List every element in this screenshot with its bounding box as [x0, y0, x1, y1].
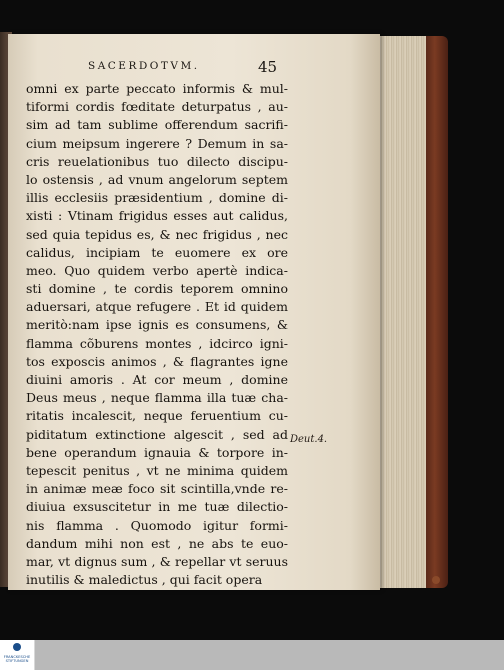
text-line: illis ecclesiis præsidentium , domine di- [26, 190, 288, 206]
marginal-note: Deut.4. [290, 434, 328, 445]
text-line: cium meipsum ingerere ? Demum in sa- [26, 135, 288, 151]
text-line: aduersari, atque refugere . Et id quidem [26, 299, 288, 315]
text-line: calidus, incipiam te euomere ex ore [26, 244, 288, 260]
text-line: tos exposcis animos , & flagrantes igne [26, 353, 288, 369]
book-cover-edge [426, 36, 448, 588]
text-line: meritò:nam ipse ignis es consumens, & [26, 317, 288, 333]
text-line: lo ostensis , ad vnum angelorum septem [26, 171, 288, 187]
text-line: diuini amoris . At cor meum , domine [26, 372, 288, 387]
text-line: sed quia tepidus es, & nec frigidus , nec [26, 226, 288, 242]
text-line: xisti : Vtinam frigidus esses aut calidus, [26, 208, 288, 224]
library-logo[interactable] [0, 640, 35, 670]
text-line: nis flamma . Quomodo igitur formi- [26, 517, 288, 533]
running-title: SACERDOTVM. [88, 60, 200, 72]
text-line: in animæ meæ foco sit scintilla,vnde re- [26, 481, 288, 497]
text-line: diuiua exsuscitetur in me tuæ dilectio- [26, 499, 288, 515]
page-block-edges [372, 36, 432, 588]
text-line: cris reuelationibus tuo dilecto discipu- [26, 153, 288, 169]
text-line: sim ad tam sublime offerendum sacrifi- [26, 117, 288, 133]
text-line: bene operandum ignauia & torpore in- [26, 444, 288, 460]
text-line: dandum mihi non est , ne abs te euo- [26, 535, 288, 551]
text-line: inutilis & maledictus , qui facit opera [26, 572, 263, 588]
logo-text: FRANCKESCHE STIFTUNGEN [3, 655, 31, 663]
text-line: sti domine , te cordis teporem omnino [26, 281, 288, 297]
text-line: mar, vt dignus sum , & repellar vt seruus [26, 553, 288, 569]
text-line: piditatum extinctione algescit , sed ad [26, 426, 288, 442]
logo-emblem-icon [13, 643, 21, 651]
text-line: flamma cõburens montes , idcirco igni- [26, 335, 288, 351]
text-line: ritatis incalescit, neque feruentium cu- [26, 408, 288, 424]
text-line: tiformi cordis fœditate deturpatus , au- [26, 99, 288, 115]
body-text [26, 80, 288, 589]
text-line: tepescit penitus , vt ne minima quidem [26, 462, 288, 478]
text-line: Deus meus , neque flamma illa tuæ cha- [26, 390, 288, 406]
page-number: 45 [258, 58, 278, 76]
cover-corner [432, 576, 440, 584]
text-line: omni ex parte peccato informis & mul- [26, 81, 288, 96]
viewer-footer-bar [0, 640, 504, 670]
text-line: meo. Quo quidem verbo apertè indica- [26, 262, 288, 278]
